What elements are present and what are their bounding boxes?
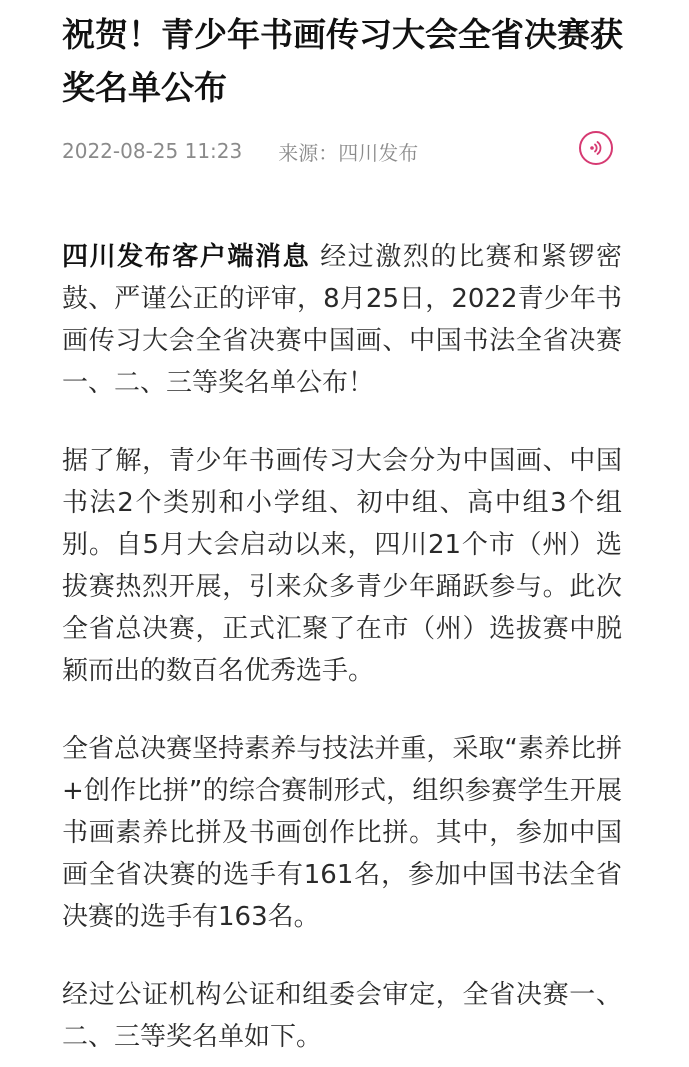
paragraph-text: 经过激烈的比赛和紧锣密鼓、严谨公正的评审，8月25日，2022青少年书画传习大会全省决赛中国画、中国书法全省决赛一、二、三等奖名单公布！ [62, 242, 622, 398]
paragraph-4: 经过公证机构公证和组委会审定，全省决赛一、二、三等奖名单如下。 [62, 980, 622, 1052]
article-meta [62, 134, 418, 168]
publish-date: 2022-08-25 11:23 [62, 139, 243, 163]
paragraph-lead: 四川发布客户端消息 [62, 242, 311, 272]
paragraph-1 [62, 236, 622, 404]
paragraph-3: 全省总决赛坚持素养与技法并重，采取“素养比拼+创作比拼”的综合赛制形式，组织参赛学生开展书画素养比拼及书画创作比拼。其中，参加中国画全省决赛的选手有161名，参加中国书法全省决赛的选手有163名。 [62, 734, 622, 932]
article-source: 来源：四川发布 [278, 140, 419, 165]
article-title: 祝贺！青少年书画传习大会全省决赛获奖名单公布 [62, 15, 623, 107]
paragraph-2: 据了解，青少年书画传习大会分为中国画、中国书法2个类别和小学组、初中组、高中组3个组别。自5月大会启动以来，四川21个市（州）选拔赛热烈开展，引来众多青少年踊跃参与。此次全省总决赛，正式汇聚了在市（州）选拔赛中脱颖而出的数百名优秀选手。 [62, 446, 622, 686]
audio-play-icon [587, 139, 605, 157]
audio-play-button[interactable] [579, 131, 613, 165]
article-body [62, 236, 622, 1067]
